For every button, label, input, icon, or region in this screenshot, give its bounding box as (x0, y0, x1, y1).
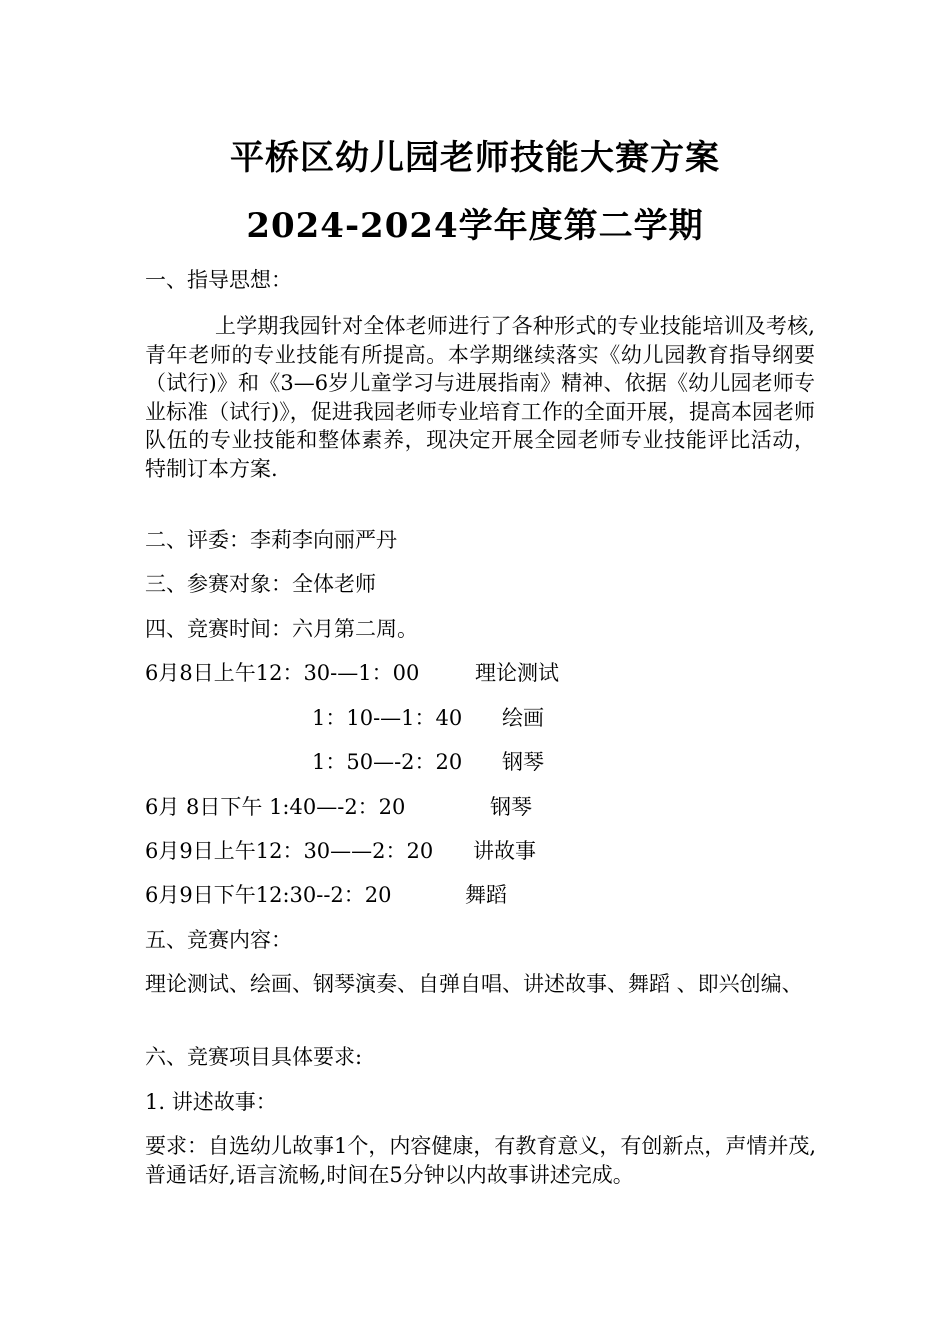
schedule-item: 理论测试 (475, 661, 559, 685)
item-storytelling-body: 要求：自选幼儿故事1个，内容健康，有教育意义，有创新点，声情并茂,普通话好,语言流畅,时间在5分钟以内故事讲述完成。 (145, 1134, 817, 1187)
item-storytelling-heading: 1. 讲述故事： (145, 1090, 277, 1114)
schedule-row (145, 659, 559, 688)
section-participants: 三、参赛对象：全体老师 (145, 572, 376, 596)
schedule-item: 钢琴 (490, 795, 532, 819)
document-title: 平桥区幼儿园老师技能大赛方案 (230, 138, 720, 178)
section-content-body: 理论测试、绘画、钢琴演奏、自弹自唱、讲述故事、舞蹈 、即兴创编、 (145, 972, 803, 996)
schedule-time: 1：10-—1：40 (312, 706, 463, 730)
schedule-row (312, 748, 544, 777)
schedule-row (312, 704, 544, 733)
schedule-item: 绘画 (502, 706, 544, 730)
section-content-heading: 五、竞赛内容： (145, 928, 292, 952)
schedule-item: 舞蹈 (465, 883, 507, 907)
document-subtitle: 2024-2024学年度第二学期 (246, 206, 704, 246)
schedule-item: 钢琴 (502, 750, 544, 774)
section-competition-time: 四、竞赛时间：六月第二周。 (145, 617, 418, 641)
schedule-row (145, 837, 536, 866)
schedule-time: 6月9日上午12：30——2：20 (145, 839, 434, 863)
schedule-time: 6月 8日下午 1:40—-2：20 (145, 795, 406, 819)
schedule-item: 讲故事 (473, 839, 536, 863)
section-guiding-thought-body: 上学期我园针对全体老师进行了各种形式的专业技能培训及考核,青年老师的专业技能有所提高。本学期继续落实《幼儿园教育指导纲要（试行)》和《3—6岁儿童学习与进展指南》精神、依据《幼儿园老师专业标准（试行)》，促进我园老师专业培育工作的全面开展，提高本园老师队伍的专业技能和整体素养，现决定开展全园老师专业技能评比活动，特制订本方案. (145, 314, 815, 481)
section-judges: 二、评委：李莉李向丽严丹 (145, 528, 397, 552)
section-requirements-heading: 六、竞赛项目具体要求: (145, 1045, 363, 1069)
schedule-time: 6月8日上午12：30-—1：00 (145, 661, 420, 685)
schedule-time: 6月9日下午12:30--2：20 (145, 883, 392, 907)
schedule-row (145, 793, 532, 822)
section-guiding-thought-heading: 一、指导思想： (145, 268, 292, 292)
schedule-time: 1：50—-2：20 (312, 750, 463, 774)
schedule-row (145, 881, 507, 910)
